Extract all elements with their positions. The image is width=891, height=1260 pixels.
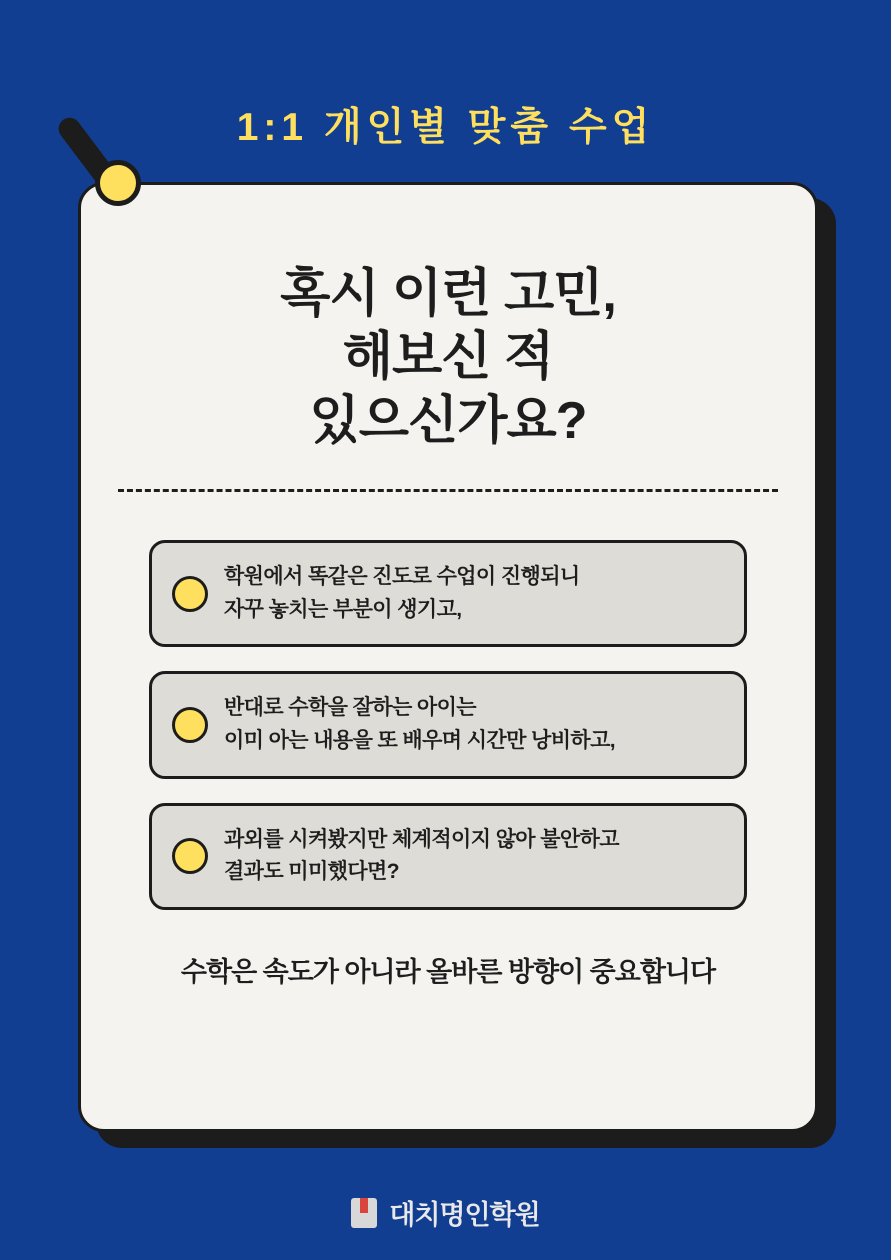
- card-heading-line-2: 해보신 적: [342, 328, 554, 387]
- logo-mark-icon: [351, 1198, 377, 1228]
- page-title: 1:1 개인별 맞춤 수업: [236, 106, 655, 149]
- bullet-dot-icon: [172, 838, 208, 874]
- list-item-text: [224, 824, 619, 889]
- bullet-dot-icon: [172, 576, 208, 612]
- content-card: [78, 182, 818, 1132]
- bullet-dot-icon: [172, 707, 208, 743]
- list-item: [149, 540, 747, 647]
- list-item-line: 자꾸 놓치는 부분이 생기고,: [224, 597, 462, 621]
- dashed-divider: [118, 489, 778, 492]
- list-item-line: 이미 아는 내용을 또 배우며 시간만 낭비하고,: [224, 728, 615, 752]
- card-heading-line-3: 있으신가요?: [309, 391, 587, 450]
- card-footer-message: 수학은 속도가 아니라 올바른 방향이 중요합니다: [180, 956, 716, 987]
- card-heading-line-1: 혹시 이런 고민,: [280, 265, 616, 323]
- list-item-text: [224, 561, 580, 626]
- list-item-line: 학원에서 똑같은 진도로 수업이 진행되니: [224, 565, 580, 589]
- list-item: [149, 803, 747, 910]
- list-item-line: 결과도 미미했다면?: [224, 860, 399, 884]
- brand-footer: [0, 1193, 891, 1232]
- paperclip-head-icon: [95, 160, 141, 206]
- bullet-list: [149, 540, 747, 909]
- list-item-line: 과외를 시켜봤지만 체계적이지 않아 불안하고: [224, 827, 619, 851]
- list-item-text: [224, 692, 615, 757]
- list-item-line: 반대로 수학을 잘하는 아이는: [224, 696, 476, 720]
- card-heading: [81, 263, 815, 453]
- brand-name: 대치명인학원: [389, 1200, 540, 1230]
- list-item: [149, 671, 747, 778]
